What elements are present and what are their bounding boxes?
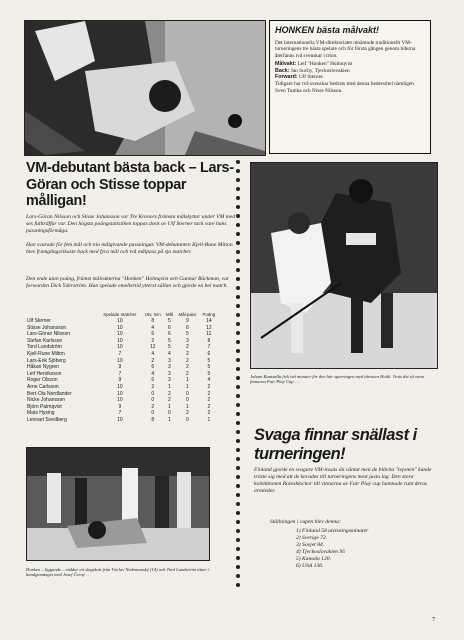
box-intro: Det internationella VM-direktoriatet utnämnde traditionellt VM-turneringens tre bästa spelare och för första gången genom tiderna återfanns två svenskar i trion. xyxy=(275,40,416,59)
divider-dot xyxy=(236,547,240,551)
page-number: 7 xyxy=(432,617,435,623)
player-name: Håkan Nygren xyxy=(27,364,59,371)
divider-dot xyxy=(236,574,240,578)
stat-cell: 10 xyxy=(117,390,123,397)
list-item: 5) Kanada 120. xyxy=(296,556,331,562)
article-paragraph: Finland gjorde en svagare VM-insats än väntat men de blåvita "lejonen" kunde tröste sig med att de korades till turneringens mest justa lag. Den stora kollektionen Rolexklockor till vinnarna av Fair Play cup hamnade runt deras armleder. xyxy=(254,467,432,494)
stat-cell: 6 xyxy=(168,331,171,338)
stat-cell: 10 xyxy=(117,324,123,331)
fair-play-standings xyxy=(296,528,368,570)
stat-cell: 10 xyxy=(117,344,123,351)
table-row xyxy=(26,371,218,378)
divider-dot xyxy=(236,403,240,407)
player-name: Lennart Svedberg xyxy=(27,416,67,423)
divider-dot xyxy=(236,565,240,569)
stat-cell: 1 xyxy=(185,383,189,390)
stat-cell: 4 xyxy=(151,350,155,357)
award-name: Leif "Honken" Holmqvist xyxy=(297,61,353,68)
list-item: 4) Tjeckoslovakien 95 xyxy=(296,549,346,555)
stat-cell: 7 xyxy=(207,344,211,351)
finnish-player-photo-image xyxy=(251,163,437,368)
stat-cell: 0 xyxy=(185,416,189,423)
table-row xyxy=(26,397,218,404)
stat-cell: 8 xyxy=(207,337,211,344)
divider-dot xyxy=(236,322,240,326)
divider-dot xyxy=(236,313,240,317)
stat-cell: 3 xyxy=(168,370,171,377)
column-divider xyxy=(236,160,241,590)
player-name: Ulf Sterner xyxy=(27,318,51,324)
list-item: 3) Sovjet 84. xyxy=(296,542,325,548)
stat-cell: 2 xyxy=(151,403,155,410)
stat-cell: 6 xyxy=(151,377,155,384)
stat-cell: 5 xyxy=(185,331,189,338)
stat-cell: 2 xyxy=(207,397,211,404)
divider-dot xyxy=(236,232,240,236)
player-name: Bert-Ola Nordlander xyxy=(27,390,72,397)
player-name: Lars-Göran Nilsson xyxy=(27,331,71,338)
stat-cell: 10 xyxy=(117,416,123,423)
article-headline: VM-debutant bästa back – Lars-Göran och Stisse toppar målligan! xyxy=(26,160,234,209)
divider-dot xyxy=(236,394,240,398)
divider-dot xyxy=(236,178,240,182)
divider-dot xyxy=(236,259,240,263)
divider-dot xyxy=(236,538,240,542)
table-row xyxy=(26,410,218,417)
article-paragraph: Lars-Göran Nilsson och Stisse Johansson var Tre Kronors främsta målskyttar under VM med sex fullträffar var. Den högsta poängstatistiken toppas dock av Ulf Sterner tack vare hans passningsförmåga. xyxy=(26,214,236,235)
stat-cell: 6 xyxy=(207,350,211,357)
stat-cell: 3 xyxy=(168,364,171,371)
divider-dot xyxy=(236,340,240,344)
goal-scramble-photo xyxy=(26,447,210,561)
divider-dot xyxy=(236,196,240,200)
stat-cell: 2 xyxy=(207,403,211,410)
table-row xyxy=(26,391,218,398)
divider-dot xyxy=(236,277,240,281)
divider-dot xyxy=(236,583,240,587)
stat-cell: 2 xyxy=(185,357,189,364)
table-header: Poäng xyxy=(202,312,216,317)
divider-dot xyxy=(236,268,240,272)
stat-cell: 2 xyxy=(185,364,189,371)
stat-cell: 1 xyxy=(185,377,189,384)
divider-dot xyxy=(236,376,240,380)
stat-cell: 7 xyxy=(118,350,122,357)
award-forward xyxy=(275,74,425,80)
stat-cell: 1 xyxy=(168,383,171,390)
award-role: Forward: xyxy=(275,74,298,81)
stat-cell: 4 xyxy=(151,370,155,377)
article-headline: Svaga finnar snällast i turneringen! xyxy=(254,426,417,463)
list-item: 6) USA 136. xyxy=(296,563,324,569)
stat-cell: 10 xyxy=(117,357,123,364)
divider-dot xyxy=(236,304,240,308)
goalkeeper-photo-image xyxy=(25,21,265,155)
table-header: Spelade matcher xyxy=(103,312,137,317)
stat-cell: 6 xyxy=(151,364,155,371)
stat-cell: 2 xyxy=(207,410,211,417)
divider-dot xyxy=(236,520,240,524)
player-name: Lars-Erik Sjöberg xyxy=(27,357,66,364)
divider-dot xyxy=(236,385,240,389)
table-row xyxy=(26,377,218,384)
divider-dot xyxy=(236,169,240,173)
stat-cell: 9 xyxy=(118,403,122,410)
photo-caption: Honken – liggande – räddar ett slagskott från Václav Nedomanský (14) och Tord Lundström tittar i handgemänget med Josef Černý . . xyxy=(26,566,209,577)
stat-cell: 2 xyxy=(185,350,189,357)
box-tail: Tidigare har två svenskar hedrats med denna hederstitel nämligen Sven Tumba och Nisse Nilsson. xyxy=(275,81,414,94)
stat-cell: 14 xyxy=(206,318,212,324)
stat-cell: 10 xyxy=(117,331,123,338)
divider-dot xyxy=(236,205,240,209)
divider-dot xyxy=(236,484,240,488)
stat-cell: 2 xyxy=(185,410,189,417)
divider-dot xyxy=(236,457,240,461)
player-name: Björn Palmqvist xyxy=(27,403,62,410)
stat-cell: 0 xyxy=(151,397,155,404)
stat-cell: 10 xyxy=(117,337,123,344)
divider-dot xyxy=(236,421,240,425)
stat-cell: 11 xyxy=(206,331,212,338)
player-name: Nicke Johansson xyxy=(27,397,66,404)
stat-cell: 4 xyxy=(151,324,155,331)
stat-cell: 4 xyxy=(207,377,211,384)
goalkeeper-photo xyxy=(24,20,266,156)
stat-cell: 5 xyxy=(207,364,211,371)
divider-dot xyxy=(236,511,240,515)
divider-dot xyxy=(236,358,240,362)
table-row xyxy=(26,417,218,424)
divider-dot xyxy=(236,439,240,443)
player-name: Kjell-Rune Milton xyxy=(27,350,65,357)
stat-cell: 8 xyxy=(151,318,155,324)
stat-cell: 10 xyxy=(117,397,123,404)
divider-dot xyxy=(236,250,240,254)
player-name: Arne Carlsson xyxy=(27,383,59,390)
photo-caption: Juhani Rantsalla fick två minuter för den här sparringen med tåresten Holik. Trots det så vann finnarna Fair Play Cup . . . xyxy=(250,373,424,384)
stat-cell: 8 xyxy=(151,416,155,423)
stat-cell: 3 xyxy=(168,377,171,384)
article-paragraph: Han svarade för fem mål och nio målgivande passningar. VM-debutanten Kjell-Rune Milton blev framgångsrikaste back med fyra mål och två målpass på sju matcher. xyxy=(26,242,233,256)
stat-cell: 3 xyxy=(168,357,171,364)
table-row xyxy=(26,384,218,391)
stat-cell: 4 xyxy=(168,350,171,357)
stat-cell: 0 xyxy=(185,390,189,397)
stat-cell: 2 xyxy=(168,390,171,397)
stat-cell: 9 xyxy=(118,377,122,384)
stat-cell: 9 xyxy=(185,318,189,324)
divider-dot xyxy=(236,556,240,560)
award-role: Back: xyxy=(275,67,290,74)
divider-dot xyxy=(236,529,240,533)
stat-cell: 5 xyxy=(207,357,211,364)
divider-dot xyxy=(236,502,240,506)
stat-cell: 10 xyxy=(117,318,123,324)
stat-cell: 1 xyxy=(168,403,171,410)
stat-cell: 5 xyxy=(168,337,171,344)
stat-cell: 2 xyxy=(185,344,189,351)
stat-cell: 7 xyxy=(118,410,122,417)
divider-dot xyxy=(236,241,240,245)
divider-dot xyxy=(236,349,240,353)
divider-dot xyxy=(236,466,240,470)
divider-dot xyxy=(236,475,240,479)
divider-dot xyxy=(236,493,240,497)
stat-cell: 1 xyxy=(185,403,189,410)
divider-dot xyxy=(236,430,240,434)
divider-dot xyxy=(236,187,240,191)
table-row xyxy=(26,404,218,411)
award-role: Målvakt: xyxy=(275,61,297,68)
divider-dot xyxy=(236,448,240,452)
table-header: Mål-pass xyxy=(178,312,197,317)
stat-cell: 5 xyxy=(207,370,211,377)
stat-cell: 9 xyxy=(118,364,122,371)
player-name: Leif Henriksson xyxy=(27,370,62,377)
stat-cell: 2 xyxy=(207,390,211,397)
table-row xyxy=(26,364,218,371)
stat-cell: 2 xyxy=(151,337,155,344)
table-row xyxy=(26,331,218,338)
goal-scramble-photo-image xyxy=(27,448,209,560)
best-goalkeeper-box xyxy=(269,20,431,154)
player-name: Tord Lundström xyxy=(27,344,62,351)
table-body xyxy=(26,318,218,424)
stat-cell: 6 xyxy=(185,324,189,331)
table-row xyxy=(26,351,218,358)
table-row xyxy=(26,344,218,351)
stat-cell: 2 xyxy=(185,370,189,377)
standings-intro: Ställningen i cupen blev denna: xyxy=(270,519,341,525)
divider-dot xyxy=(236,331,240,335)
box-title: HONKEN bästa målvakt! xyxy=(275,25,380,35)
stat-cell: 2 xyxy=(207,383,211,390)
list-item: 2) Sverige 72. xyxy=(296,535,328,541)
stat-cell: 7 xyxy=(118,370,122,377)
stat-cell: 10 xyxy=(117,383,123,390)
stat-cell: 0 xyxy=(185,397,189,404)
divider-dot xyxy=(236,160,240,164)
award-name: Ulf Sterner. xyxy=(299,74,324,81)
stat-cell: 0 xyxy=(151,410,155,417)
player-name: Mats Hysing xyxy=(27,410,55,417)
player-name: Stisse Johansson xyxy=(27,324,67,331)
player-name: Stefan Karlsson xyxy=(27,337,63,344)
stat-cell: 12 xyxy=(206,324,212,331)
player-name: Roger Olsson xyxy=(27,377,58,384)
stat-cell: 2 xyxy=(151,357,155,364)
divider-dot xyxy=(236,367,240,371)
stat-cell: 6 xyxy=(168,324,171,331)
table-header: Mål xyxy=(165,312,173,317)
divider-dot xyxy=(236,214,240,218)
scoring-table xyxy=(26,312,218,424)
finnish-player-photo xyxy=(250,162,438,369)
stat-cell: 0 xyxy=(168,410,171,417)
table-header: Utv. min xyxy=(144,312,161,317)
stat-cell: 2 xyxy=(151,383,155,390)
article-paragraph: Den ende utan poäng, främst målvakterna "Honken" Holmqvist och Gunnar Bäckman, var forwarden Dick Yderström. Han spelade emellertid ytterst sällan och gjorde en hel match. xyxy=(26,276,230,290)
stat-cell: 6 xyxy=(151,331,155,338)
table-row xyxy=(26,338,218,345)
stat-cell: 2 xyxy=(168,397,171,404)
table-row xyxy=(26,318,218,325)
stat-cell: 5 xyxy=(168,344,171,351)
divider-dot xyxy=(236,412,240,416)
list-item: 1) Finland 58 utvisningsminuter xyxy=(296,528,369,534)
table-row xyxy=(26,325,218,332)
stat-cell: 1 xyxy=(168,416,171,423)
divider-dot xyxy=(236,295,240,299)
stat-cell: 3 xyxy=(185,337,189,344)
stat-cell: 5 xyxy=(168,318,171,324)
divider-dot xyxy=(236,286,240,290)
stat-cell: 0 xyxy=(151,390,155,397)
stat-cell: 1 xyxy=(207,416,211,423)
stat-cell: 12 xyxy=(149,344,156,351)
divider-dot xyxy=(236,223,240,227)
award-name: Jan Suchy, Tjeckoslovakien xyxy=(290,67,350,74)
